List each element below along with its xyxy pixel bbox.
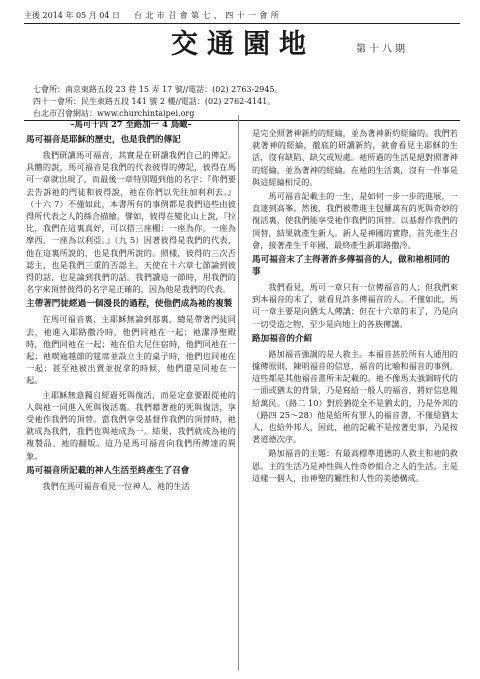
issue-number: 第十八期 [356,44,408,55]
bulletin-title: 交通園地 [171,29,315,60]
hall-7-address: 七會所：南京東路五段 23 巷 15 弄 17 號//電話：(02) 2763-2945。 [33,85,283,94]
section-heading: 馬可福音是耶穌的歷史，也是我們的傳記 [26,135,181,145]
section-heading: 路加福音的介紹 [252,333,313,344]
header-top-line [24,9,460,23]
left-column [26,118,236,494]
website-line[interactable]: 台北市召會網站：www.churchintaipei.org [33,109,195,118]
masthead [24,24,460,120]
section-heading: 主帶著門徒經過一個漫長的過程，使他們成為祂的複製 [26,299,233,310]
church-name: 台北市召會第七、四十一會所 [134,11,283,20]
paragraph: 路加福音的主題：有最高標準道德的人救主和祂的救恩。主的生活乃是神性與人性奇妙組合之人的生活。主是這樣一個人，由神聖的屬性和人性的美德構成。 [252,448,458,483]
paragraph: 我們在馬可福音看見一位神人，祂的生活 [42,480,190,491]
paragraph: 馬可福音記載主的一生，是如何一步一步的進展，一直達到高峯。然後，我們被帶進主包羅萬有的死與奇妙的復活裏，使我們能享受祂作我們的頂替。以基督作我們的頂替，結果就產生新人。新人是神國的實際，首先產生召會，接著產生千年國，最終產生新耶路撒冷。 [252,191,458,250]
week-range: –馬可十四 27 至路加一 4 鳥瞰– [70,119,192,129]
paragraph: 在馬可福音裏，主耶穌無論到那裏，總是帶著門徒同去，祂進入耶路撒冷時，他們同祂在一起；祂潔淨聖殿時，他們同祂在一起；祂在伯大尼住宿時，他們同祂在一起；祂喫逾越節的筵席並設立主的桌子時，他們也同祂在一起；甚至祂被出賣並捉拿的時候，他們還是同祂在一起。 [26,314,236,386]
paragraph: 是完全照著神新約的經綸，並為著神新約經綸的。我們若就著神的經綸，徹底的研讀新約，就會看見主耶穌的生活，沒有缺陷、缺欠或短處。祂所過的生活是絕對照著神的經綸，並為著神的經綸。在祂的生活裏，沒有一件事是與這經綸相反的。 [252,128,458,187]
section-heading: 馬可福音所記載的神人生活至終產生了召會 [26,465,190,476]
paragraph: 主耶穌無意獨自經過死與復活，而是定意要跟從祂的人與祂一同進入死與復活裏。我們藉著祂的死與復活，享受祂作我們的頂替。當我們享受基督作我們的頂替時，祂就成為我們，我們也與祂成為一。結果，我們就成為祂的複製品、祂的翻版。這乃是馬可福音向我們所傳達的異象。 [26,389,236,461]
paragraph: 路加福音強調的是人救主。本福音甚於所有人通用的據傳原則，陳明福音的信息，福音的比喻和福音的事例。這些都是其他福音書所未記載的。祂不像馬太強調時代的一面或猶太的背景，乃是寫給一般人的福音，將好信息報給萬民。（路二 10）對於猶從全不是猶太的，乃是外邦的（路四 25～28）他是給所有罪人的福音書，不僅給猶太人，也給外邦人，因此，祂的記載不是按著史事，乃是按著道德次序。 [252,348,458,445]
hall-41-address: 四十一會所：民生東路五段 141 號 2 樓//電話：(02) 2762-4141。 [33,97,276,106]
column-divider [238,115,239,670]
section-heading: 馬可福音末了主得著許多傳福音的人，做和祂相同的事 [252,255,450,278]
issue-date: 主後 2014 年 05 月 04 日 [24,11,120,20]
paragraph: 我們研讀馬可福音，其實是在研讀我們自己的傳記。具體的說，馬可福音是我們的代表彼得的傳記，彼得在馬可一章就出現了，而最後一章特別題到他的名字：『你們要去告訴祂的門徒和彼得說，祂在你們以先往加利利去。』（十六 7）不僅如此，本書所有的事例都是我們這些由彼得所代表之人的絲合描繪。譬如，彼得在變化山上說，『拉比，我們在這裏真好，可以搭三座棚：一座為你，一座為摩西，一座為以利亞。』（九 5）因著彼得是我們的代表，他在這裏所說的，也是我們所說的。照樣，彼得的三次否認主，也是我們三重的否認主。天使在十六章七節論到彼得的話，也是論到我們的話。我們讀這一節時，用我們的名字來頂替彼得的名字是正確的，因為他是我們的代表。 [26,150,236,295]
right-column [252,127,458,486]
paragraph: 我們看見，馬可一章只有一位傳福音的人；但我們來到本福音的末了，就看見許多傳福音的人。不僅如此，馬可一章主要是向猶太人傳講；但在十六章的末了，乃是向一切受造之物，至少是向地上的各族傳講。 [252,282,458,329]
